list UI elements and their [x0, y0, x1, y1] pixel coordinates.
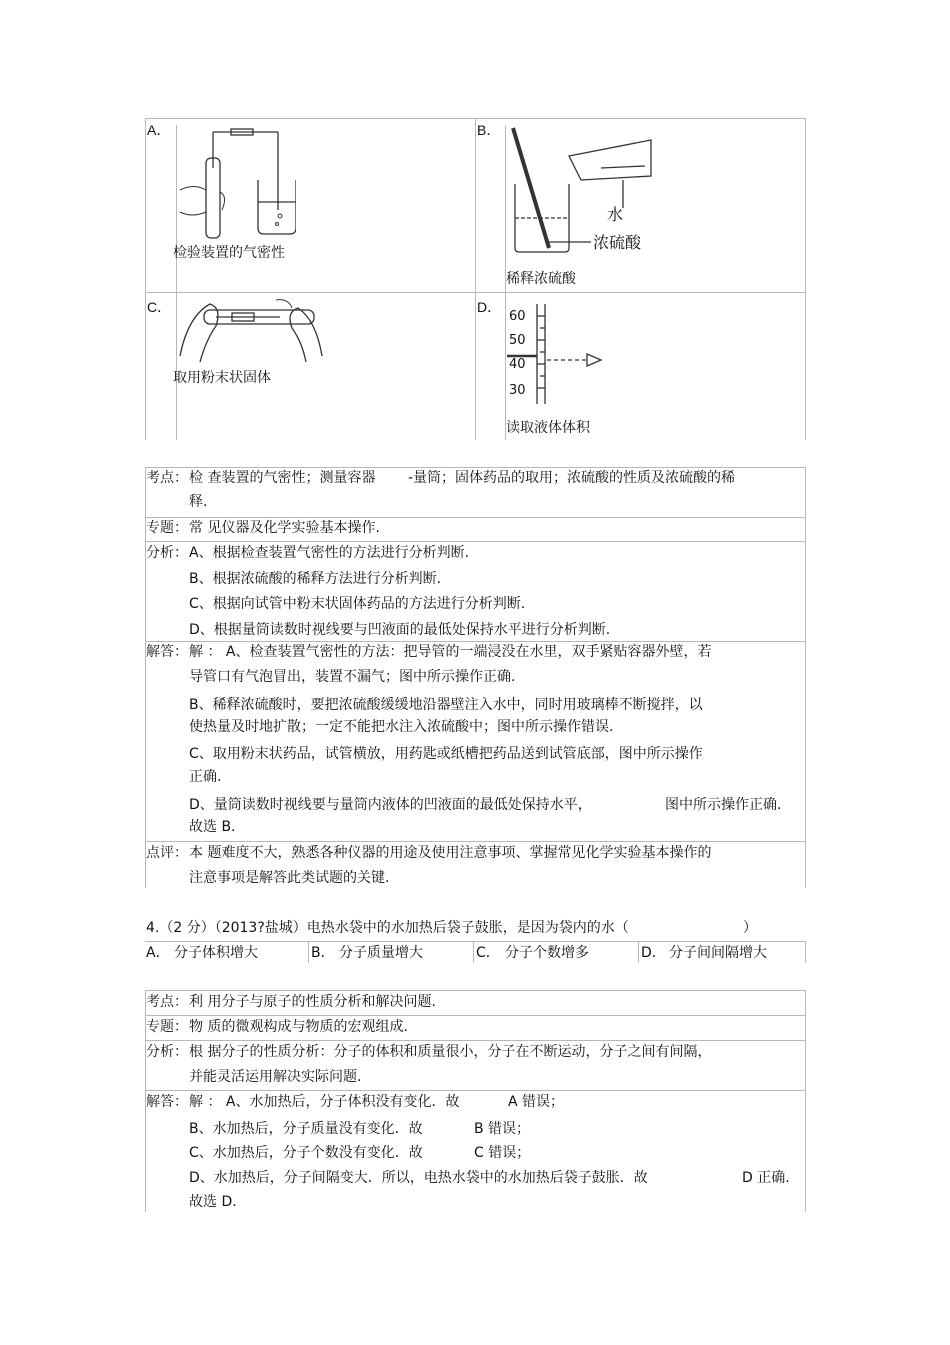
kaodian-label: 考点：: [146, 470, 188, 486]
jieda-a-line-2: 导管口有气泡冒出，装置不漏气；图中所示操作正确.: [189, 669, 516, 685]
jieda-q4-b-1: B、水加热后，分子质量没有变化．故: [189, 1121, 423, 1137]
option-b-caption: 稀释浓硫酸: [506, 271, 576, 287]
q4-option-b-text: 分子质量增大: [339, 945, 423, 961]
jieda-c-line-2: 正确.: [189, 769, 222, 785]
jieda-c-line-1: C、取用粉末状药品，试管横放，用药匙或纸槽把药品送到试管底部，图中所示操作: [189, 746, 703, 762]
figure-water-label: 水: [607, 205, 624, 224]
cylinder-tick-50: 50: [509, 333, 526, 348]
question-4-stem: 4.（2 分）（2013?盐城）电热水袋中的水加热后袋子鼓胀，是因为袋内的水（: [146, 920, 629, 936]
fenxi-label-2: 分析：: [146, 1044, 188, 1060]
jieda-b-line-1: B、稀释浓硫酸时，要把浓硫酸缓缓地沿器壁注入水中，同时用玻璃棒不断搅拌，以: [189, 697, 703, 713]
fenxi-line-d: D、根据量筒读数时视线要与凹液面的最低处保持水平进行分析判断.: [189, 622, 611, 638]
option-c-caption: 取用粉末状固体: [173, 370, 271, 386]
zhuanti-text: 常 见仪器及化学实验基本操作.: [189, 520, 380, 536]
dilute-sulfuric-acid-figure: [505, 124, 655, 259]
kaodian-label-2: 考点：: [146, 994, 188, 1010]
jieda-q4-c-1: C、水加热后，分子个数没有变化．故: [189, 1145, 423, 1161]
kaodian-text-1b: -量筒；固体药品的取用；浓硫酸的性质及浓硫酸的稀: [408, 470, 736, 486]
zhuanti-label-2: 专题：: [146, 1019, 188, 1035]
jieda-conclusion: 故选 B.: [189, 819, 236, 835]
jieda-b-line-2: 使热量及时地扩散；一定不能把水注入浓硫酸中；图中所示操作错误.: [189, 719, 614, 735]
jieda-q4-d-2: D 正确.: [742, 1170, 790, 1186]
zhuanti-label: 专题：: [146, 520, 188, 536]
measuring-cylinder-figure: [505, 302, 605, 406]
option-b-letter: B．: [477, 122, 501, 138]
jieda-label: 解答：: [146, 644, 188, 660]
question-4-close: ）: [743, 920, 757, 936]
q4-option-c-letter: C．: [476, 945, 500, 961]
jieda-label-2: 解答：: [146, 1094, 188, 1110]
option-c-letter: C．: [147, 299, 172, 315]
option-a-letter: A．: [147, 122, 171, 138]
jieda-q4-d-1: D、水加热后，分子间隔变大．所以，电热水袋中的水加热后袋子鼓胀．故: [189, 1170, 648, 1186]
fenxi-line-c: C、根据向试管中粉末状固体药品的方法进行分析判断.: [189, 596, 526, 612]
option-d-caption: 读取液体体积: [506, 420, 590, 436]
q4-option-d-letter: D．: [641, 945, 666, 961]
fenxi-label: 分析：: [146, 545, 188, 561]
jieda-q4-c-2: C 错误；: [474, 1145, 531, 1161]
jieda-a-line-1: 解 ： A、检查装置气密性的方法：把导管的一端浸没在水里，双手紧贴容器外壁，若: [189, 644, 712, 660]
kaodian-text-1a: 检 查装置的气密性；测量容器: [189, 470, 376, 486]
cylinder-tick-30: 30: [509, 383, 526, 398]
dianping-line-1: 本 题难度不大，熟悉各种仪器的用途及使用注意事项、掌握常见化学实验基本操作的: [189, 845, 712, 861]
fenxi-q4-line-1: 根 据分子的性质分析：分子的体积和质量很小，分子在不断运动，分子之间有间隔，: [189, 1044, 712, 1060]
fenxi-line-b: B、根据浓硫酸的稀释方法进行分析判断.: [189, 571, 442, 587]
option-a-caption: 检验装置的气密性: [173, 245, 285, 261]
zhuanti-text-q4: 物 质的微观构成与物质的宏观组成.: [189, 1019, 408, 1035]
dianping-label: 点评：: [146, 845, 188, 861]
cylinder-tick-40: 40: [509, 357, 526, 372]
cylinder-tick-60: 60: [509, 309, 526, 324]
q4-option-a-letter: A．: [146, 945, 170, 961]
q4-option-b-letter: B．: [311, 945, 335, 961]
jieda-q4-b-2: B 错误；: [474, 1121, 531, 1137]
jieda-d-line-1b: 图中所示操作正确.: [665, 797, 782, 813]
kaodian-text-q4: 利 用分子与原子的性质分析和解决问题.: [189, 994, 436, 1010]
fenxi-q4-line-2: 并能灵活运用解决实际问题.: [189, 1069, 362, 1085]
jieda-q4-conclusion: 故选 D.: [189, 1194, 237, 1210]
jieda-q4-a-2: A 错误；: [508, 1094, 565, 1110]
q4-option-a-text: 分子体积增大: [174, 945, 258, 961]
figure-acid-label: 浓硫酸: [593, 233, 642, 252]
dianping-line-2: 注意事项是解答此类试题的关键.: [189, 870, 390, 886]
option-d-letter: D．: [477, 299, 502, 315]
powder-solid-figure: [176, 296, 326, 366]
jieda-d-line-1a: D、量筒读数时视线要与量筒内液体的凹液面的最低处保持水平，: [189, 797, 592, 813]
kaodian-text-2: 释.: [189, 494, 208, 510]
jieda-q4-a-1: 解 ： A、水加热后，分子体积没有变化．故: [189, 1094, 460, 1110]
q4-option-d-text: 分子间间隔增大: [669, 945, 767, 961]
q4-option-c-text: 分子个数增多: [505, 945, 589, 961]
airtightness-apparatus-figure: [176, 128, 296, 240]
fenxi-line-a: A、根据检查装置气密性的方法进行分析判断.: [189, 545, 470, 561]
